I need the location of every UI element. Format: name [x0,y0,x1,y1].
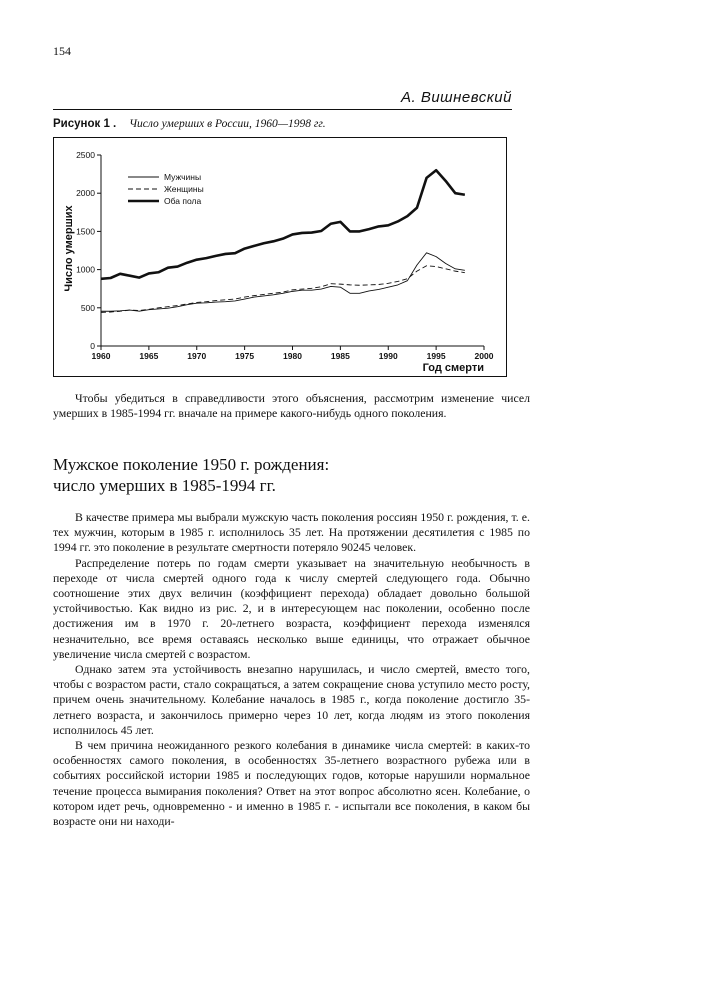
section-heading-line-2: число умерших в 1985-1994 гг. [53,476,276,495]
y-tick-label: 500 [80,302,95,313]
x-tick-label: 1970 [187,351,207,361]
line-chart [54,138,508,378]
figure-caption [53,118,326,130]
figure-label: Рисунок 1 . [53,118,117,130]
legend-label-2: Женщины [164,184,204,194]
legend-label-1: Мужчины [164,172,202,182]
series-line-3 [101,170,465,278]
intro-paragraph-block [53,391,530,421]
paragraph-5: В чем причина неожиданного резкого колебания в динамике числа смертей: в каких-то особенностях самого поколения, в особенностях 35-летнего возрастного рубежа или в событиях российской истории 1985 и последующих годов, которые нарушили нормальное течение процесса вымирания поколения? Ответ на этот вопрос абсолютно ясен. Колебание, о котором идет речь, одновременно - и именно в 1985 г. - испытали все поколения, в каком бы возрасте они ни находи- [53,738,530,829]
x-tick-label: 1960 [91,351,111,361]
series-line-1 [101,253,465,311]
x-axis-title: Год смерти [422,362,484,374]
chart-frame [53,137,507,377]
page-number: 154 [53,44,71,58]
paragraph-3: Распределение потерь по годам смерти указывает на значительную необычность в переходе от числа смертей одного года к числу смертей следующего года. Обычно соотношение этих двух величин (коэффициент перехода) обладает довольно большой устойчивостью. Как видно из рис. 2, и в интересующем нас поколении, особенно после достижения им в 1970 г. 20-летнего возраста, коэффициент перехода изменялся незначительно, все время оставаясь несколько выше единицы, что отражает обычное увеличение числа смертей с возрастом. [53,555,530,661]
x-tick-label: 1980 [283,351,302,361]
paragraph-1: Чтобы убедиться в справедливости этого объяснения, рассмотрим изменение чисел умерших в 1985-1994 гг. вначале на примере какого-нибудь одного поколения. [53,391,530,421]
x-tick-label: 1965 [139,351,159,361]
x-tick-label: 2000 [474,351,494,361]
main-text-block [53,510,530,829]
y-axis-title: Число умерших [63,205,75,292]
running-head-author: А. Вишневский [400,89,512,106]
x-tick-label: 1975 [235,351,255,361]
x-tick-label: 1995 [426,351,446,361]
header-rule [53,109,512,110]
section-heading-line-1: Мужское поколение 1950 г. рождения: [53,455,330,474]
paragraph-4: Однако затем эта устойчивость внезапно нарушилась, и число смертей, вместо того, чтобы с возрастом расти, стало сокращаться, а затем сокращение снова уступило место росту, причем очень значительному. Колебание началось в 1985 г., когда поколение достигло 35-летнего возраста, и закончилось примерно через 10 лет, когда людям из этого поколения исполнилось 45 лет. [53,662,530,737]
figure-title: Число умерших в России, 1960—1998 гг. [129,118,326,130]
paragraph-2: В качестве примера мы выбрали мужскую часть поколения россиян 1950 г. рождения, т. е. тех мужчин, которым в 1985 г. исполнилось 35 лет. На протяжении десятилетия с 1985 по 1994 гг. это поколение в результате смертности потеряло 90245 человек. [53,510,530,555]
y-tick-label: 0 [90,341,95,351]
y-tick-label: 1500 [76,226,95,237]
x-tick-label: 1990 [378,351,398,361]
y-tick-label: 2000 [76,188,95,199]
x-tick-label: 1985 [330,351,350,361]
section-heading [53,454,530,496]
legend-label-3: Оба пола [164,196,202,206]
y-tick-label: 1000 [76,264,95,275]
y-tick-label: 2500 [76,150,95,160]
